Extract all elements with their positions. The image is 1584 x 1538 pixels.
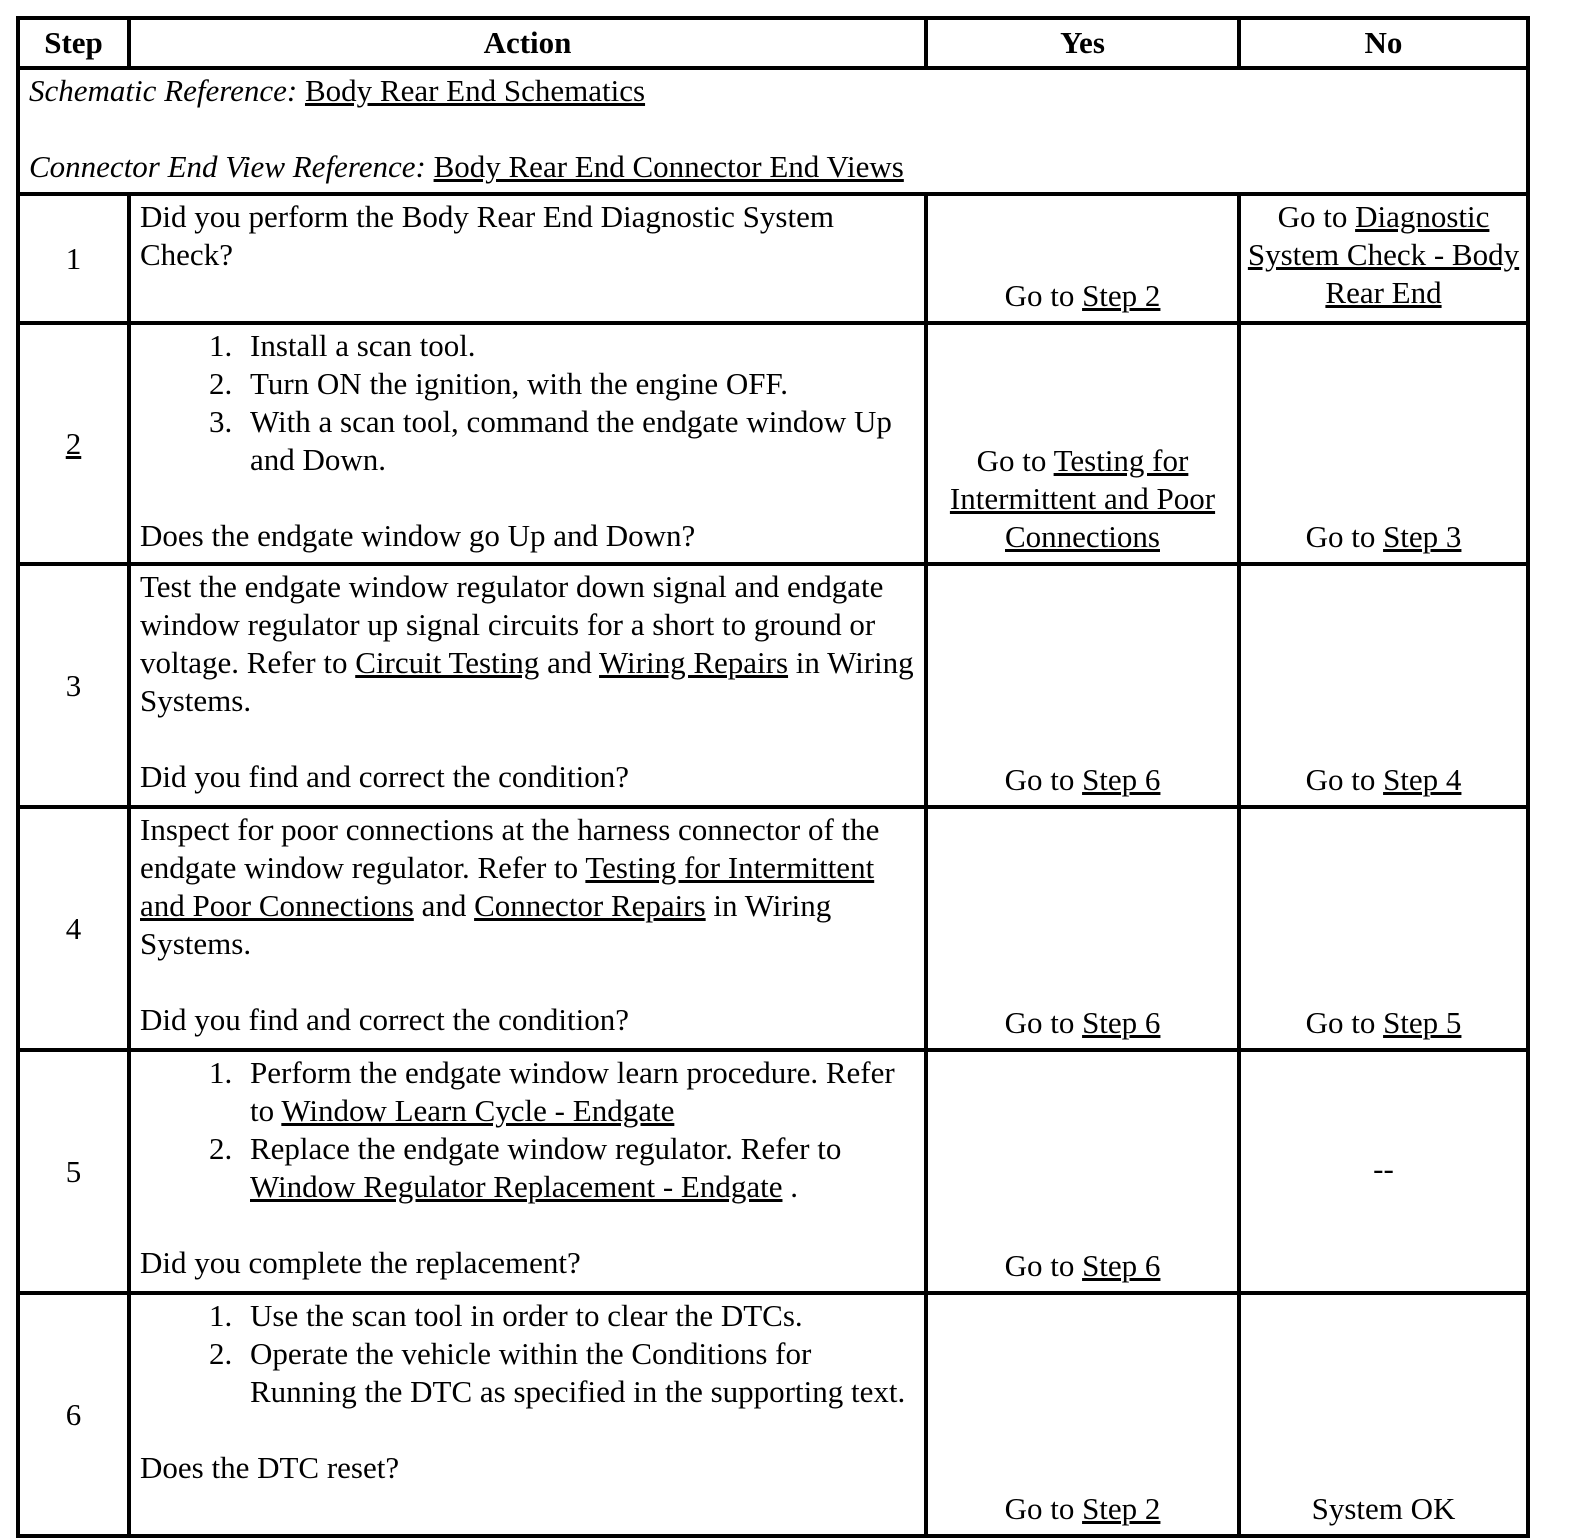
yes-prefix: Go to xyxy=(976,443,1047,478)
schematic-reference-label: Schematic Reference: xyxy=(29,73,298,108)
step-number: 1 xyxy=(18,194,129,323)
step-number-link[interactable]: 2 xyxy=(65,425,82,461)
no-prefix: Go to xyxy=(1305,1005,1376,1040)
yes-cell xyxy=(926,323,1239,564)
step-action xyxy=(129,807,926,1050)
no-text: System OK xyxy=(1311,1491,1456,1526)
action-text: Inspect for poor connections at the harness connector of the endgate window regulator. Refer to xyxy=(140,812,880,885)
schematic-reference xyxy=(29,72,1518,110)
yes-prefix: Go to xyxy=(1004,1005,1075,1040)
step-action xyxy=(129,564,926,807)
no-cell xyxy=(1239,1050,1528,1293)
list-item: 1. Use the scan tool in order to clear the DTCs. xyxy=(240,1297,916,1335)
step-action xyxy=(129,1293,926,1536)
testing-intermittent-link[interactable]: Testing for Intermittent and Poor Connections xyxy=(140,850,875,923)
no-link[interactable]: Diagnostic System Check - Body Rear End xyxy=(1247,199,1520,310)
reference-cell xyxy=(18,68,1528,194)
action-paragraph xyxy=(140,811,916,963)
step-list xyxy=(140,1054,916,1206)
list-item xyxy=(240,1054,916,1130)
no-text: -- xyxy=(1373,1150,1394,1186)
no-cell xyxy=(1239,194,1528,323)
step-row-3 xyxy=(18,564,1528,807)
yes-cell xyxy=(926,807,1239,1050)
no-cell xyxy=(1239,564,1528,807)
step-number: 5 xyxy=(18,1050,129,1293)
yes-link[interactable]: Step 2 xyxy=(1082,1491,1161,1526)
no-cell xyxy=(1239,807,1528,1050)
yes-link[interactable]: Step 6 xyxy=(1082,762,1161,797)
action-text: and xyxy=(421,888,467,923)
window-learn-cycle-link[interactable]: Window Learn Cycle - Endgate xyxy=(281,1093,675,1128)
step-number: 3 xyxy=(18,564,129,807)
connector-repairs-link[interactable]: Connector Repairs xyxy=(474,888,706,923)
action-text: Did you perform the Body Rear End Diagnostic System Check? xyxy=(140,199,834,272)
no-link[interactable]: Step 3 xyxy=(1383,519,1462,554)
header-action: Action xyxy=(129,18,926,68)
action-text: and xyxy=(547,645,592,680)
list-item xyxy=(240,1130,916,1206)
list-item-text: Perform the endgate window learn procedure. Refer to xyxy=(250,1055,895,1128)
action-paragraph xyxy=(140,568,916,720)
step-action xyxy=(129,194,926,323)
step-question: Does the DTC reset? xyxy=(140,1450,400,1485)
connector-reference-link[interactable]: Body Rear End Connector End Views xyxy=(433,149,904,184)
yes-cell xyxy=(926,194,1239,323)
step-number xyxy=(18,323,129,564)
reference-row xyxy=(18,68,1528,194)
yes-cell xyxy=(926,1293,1239,1536)
header-step: Step xyxy=(18,18,129,68)
step-question: Did you find and correct the condition? xyxy=(140,1002,629,1037)
header-yes: Yes xyxy=(926,18,1239,68)
step-row-1 xyxy=(18,194,1528,323)
step-question: Does the endgate window go Up and Down? xyxy=(140,518,696,553)
list-item: 2. Turn ON the ignition, with the engine OFF. xyxy=(240,365,916,403)
no-prefix: Go to xyxy=(1305,762,1376,797)
circuit-testing-link[interactable]: Circuit Testing xyxy=(355,645,540,680)
yes-link[interactable]: Step 6 xyxy=(1082,1248,1161,1283)
step-action xyxy=(129,1050,926,1293)
yes-prefix: Go to xyxy=(1004,762,1075,797)
list-item: 3. With a scan tool, command the endgate window Up and Down. xyxy=(240,403,916,479)
action-text: in Wiring Systems. xyxy=(140,645,914,718)
list-item-end: . xyxy=(790,1169,798,1204)
window-regulator-replacement-link[interactable]: Window Regulator Replacement - Endgate xyxy=(250,1169,783,1204)
step-row-2 xyxy=(18,323,1528,564)
step-action xyxy=(129,323,926,564)
step-row-6 xyxy=(18,1293,1528,1536)
yes-link[interactable]: Step 6 xyxy=(1082,1005,1161,1040)
yes-link[interactable]: Testing for Intermittent and Poor Connections xyxy=(949,443,1216,554)
step-list xyxy=(140,327,916,479)
list-item: 1. Install a scan tool. xyxy=(240,327,916,365)
yes-cell xyxy=(926,564,1239,807)
step-row-4 xyxy=(18,807,1528,1050)
connector-reference xyxy=(29,148,1518,186)
yes-prefix: Go to xyxy=(1004,1248,1075,1283)
no-prefix: Go to xyxy=(1277,199,1348,234)
no-cell xyxy=(1239,1293,1528,1536)
yes-prefix: Go to xyxy=(1004,1491,1075,1526)
step-number: 6 xyxy=(18,1293,129,1536)
yes-cell xyxy=(926,1050,1239,1293)
step-row-5 xyxy=(18,1050,1528,1293)
step-question: Did you complete the replacement? xyxy=(140,1245,581,1280)
header-no: No xyxy=(1239,18,1528,68)
step-number: 4 xyxy=(18,807,129,1050)
list-item: 2. Operate the vehicle within the Conditions for Running the DTC as specified in the supporting text. xyxy=(240,1335,916,1411)
diagnostic-table xyxy=(16,16,1530,1538)
list-item-text: Replace the endgate window regulator. Refer to xyxy=(250,1131,842,1166)
step-list xyxy=(140,1297,916,1411)
yes-link[interactable]: Step 2 xyxy=(1082,278,1161,313)
schematic-reference-link[interactable]: Body Rear End Schematics xyxy=(304,73,646,108)
wiring-repairs-link[interactable]: Wiring Repairs xyxy=(599,645,789,680)
connector-reference-label: Connector End View Reference: xyxy=(29,149,426,184)
header-row xyxy=(18,18,1528,68)
no-link[interactable]: Step 5 xyxy=(1383,1005,1462,1040)
yes-prefix: Go to xyxy=(1004,278,1075,313)
action-text: in Wiring Systems. xyxy=(140,888,832,961)
no-cell xyxy=(1239,323,1528,564)
action-text: Test the endgate window regulator down signal and endgate window regulator up signal circuits for a short to ground or voltage. Refer to xyxy=(140,569,884,680)
no-link[interactable]: Step 4 xyxy=(1383,762,1462,797)
no-prefix: Go to xyxy=(1305,519,1376,554)
step-question: Did you find and correct the condition? xyxy=(140,759,629,794)
